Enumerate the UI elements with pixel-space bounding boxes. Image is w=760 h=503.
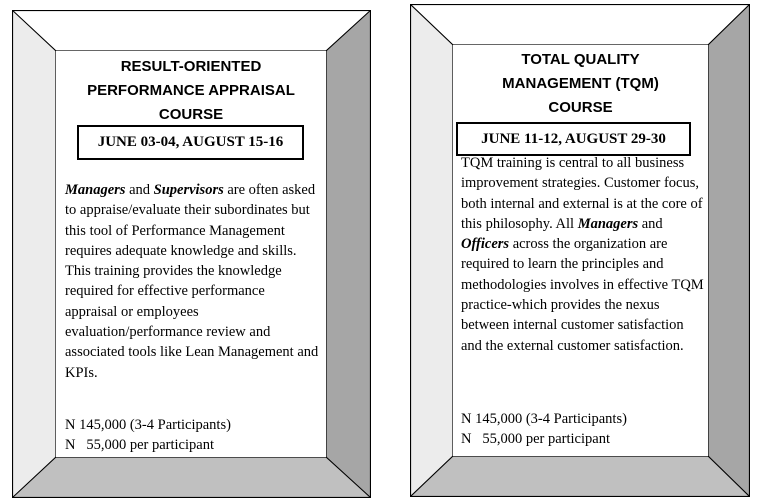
course-card-performance-appraisal (12, 10, 371, 498)
price-single: N 55,000 per participant (65, 437, 214, 453)
role-managers: Managers (577, 215, 639, 232)
role-officers: Officers (461, 236, 510, 253)
title-line: COURSE (548, 99, 613, 116)
card-content (453, 45, 708, 456)
role-managers: Managers (65, 182, 126, 198)
role-supervisors: Supervisors (153, 182, 224, 198)
description-connector: and (125, 182, 154, 198)
card-title (453, 48, 708, 120)
title-line: PERFORMANCE APPRAISAL (87, 82, 295, 99)
title-line: TOTAL QUALITY (521, 51, 640, 68)
course-card-tqm (410, 4, 750, 497)
title-line: MANAGEMENT (TQM) (502, 75, 659, 92)
price-group: N 145,000 (3-4 Participants) (65, 417, 231, 433)
description-text: are often asked to appraise/evaluate their subordinates but this tool of Performance Management requires adequate knowledge and skills. This training provides the knowledge required for effective performance appraisal or employees evaluation/performance review and associated tools like Lean Management and KPIs. (65, 182, 319, 381)
description-text: TQM training is central to all business improvement strategies. Customer focus, both internal and external is at the core of this philosophy. All (461, 155, 703, 232)
price-group: N 145,000 (3-4 Participants) (461, 411, 627, 427)
price-single: N 55,000 per participant (461, 431, 610, 447)
description-connector: and (638, 215, 663, 232)
card-content (56, 51, 326, 457)
title-line: RESULT-ORIENTED (120, 58, 262, 75)
course-dates: JUNE 03-04, AUGUST 15-16 (77, 125, 304, 160)
course-description (461, 153, 705, 356)
description-text: across the organization are required to learn the principles and methodologies involves in effective TQM practice-which provides the nexus between internal customer satisfaction and the external customer satisfaction. (461, 236, 704, 354)
card-title (56, 55, 326, 127)
course-description (65, 180, 320, 383)
course-dates: JUNE 11-12, AUGUST 29-30 (456, 122, 691, 156)
title-line: COURSE (158, 106, 224, 123)
